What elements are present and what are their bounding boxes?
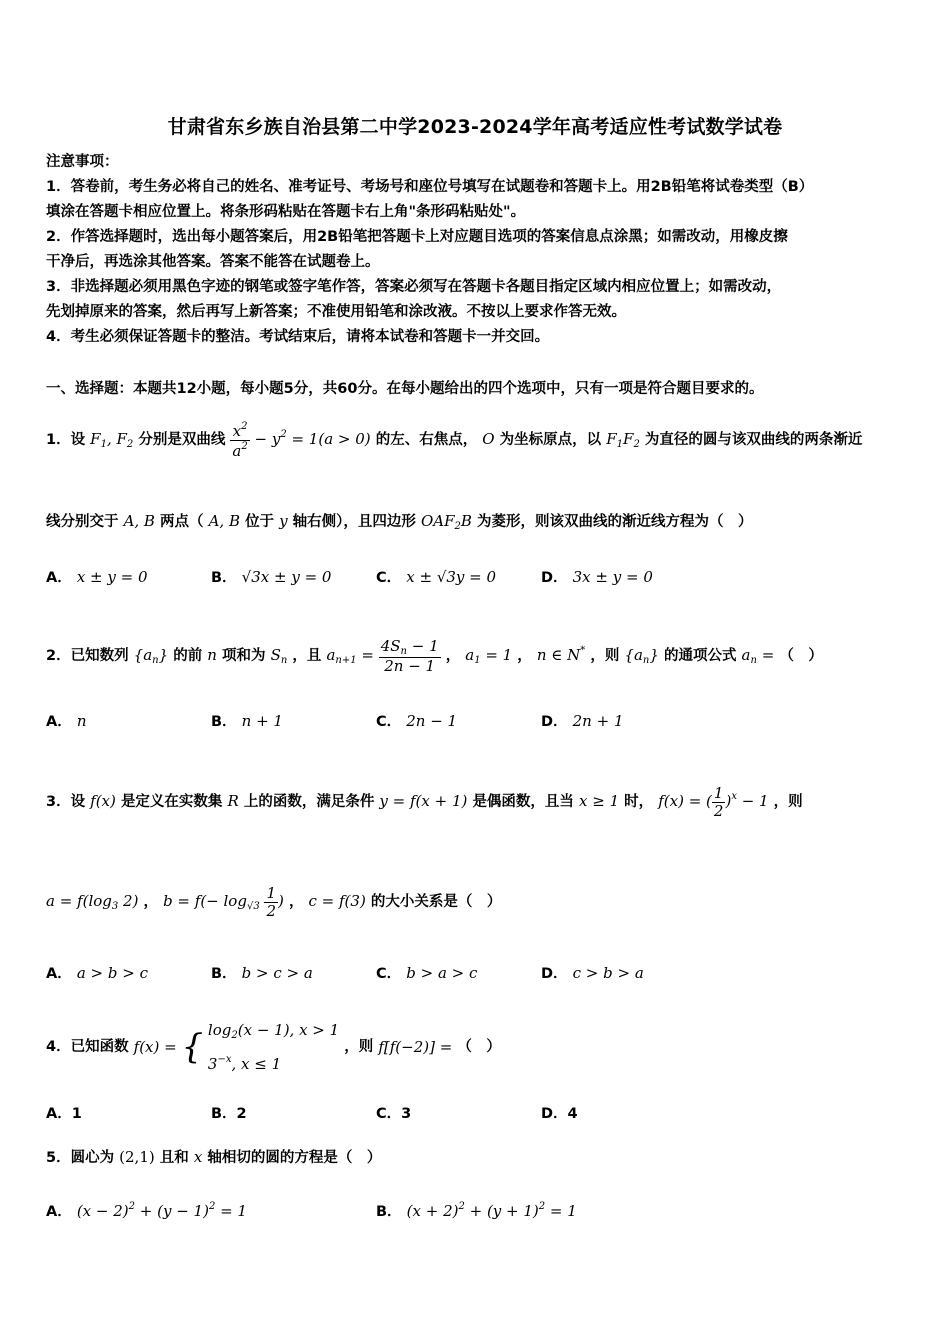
formula-r: R	[227, 792, 239, 810]
formula-o: O	[482, 430, 495, 448]
question-5: 5．圆心为 (2,1) 且和 x 轴相切的圆的方程是（ ）	[46, 1148, 382, 1166]
q1-option-b[interactable]: B． √3x ± y = 0	[211, 568, 332, 586]
formula-y: y	[279, 512, 288, 530]
q4-option-c[interactable]: C．3	[376, 1106, 412, 1122]
formula-n-in-n: n ∈ N*	[536, 645, 586, 664]
formula-oaf2b: $OAF_2B$	[420, 512, 472, 532]
q2-option-b[interactable]: B． n + 1	[211, 712, 283, 730]
q2-option-d[interactable]: D． 2n + 1	[541, 712, 624, 730]
section-heading: 一、选择题：本题共12小题，每小题5分，共60分。在每小题给出的四个选项中，只有一项是符合题目要求的。	[46, 381, 764, 397]
q5-option-a[interactable]: A． $(x - 2)^2 + (y - 1)^2 = 1$	[46, 1201, 247, 1220]
formula-ab-2: A, B	[208, 512, 240, 530]
formula-fx: f(x)	[90, 792, 116, 810]
q3-option-d[interactable]: D． c > b > a	[541, 964, 644, 982]
formula-x-axis: x	[193, 1148, 203, 1166]
q5-option-b[interactable]: B． $(x + 2)^2 + (y + 1)^2 = 1$	[376, 1201, 577, 1220]
q1-option-d[interactable]: D． 3x ± y = 0	[541, 568, 653, 586]
q4-option-b[interactable]: B．2	[211, 1106, 247, 1122]
notice-line-7: 4．考生必须保证答题卡的整洁。考试结束后，请将本试卷和答题卡一并交回。	[46, 329, 550, 345]
formula-ff-2: f[f(−2)] =	[378, 1038, 453, 1056]
notice-heading: 注意事项：	[46, 154, 119, 170]
question-1-line-2: 线分别交于 A, B 两点（ A, B 位于 y 轴右侧），且四边形 $OAF_2B$ 为菱形，则该双曲线的渐近线方程为（ ）	[46, 512, 753, 532]
formula-a1: $a_1 = 1$	[465, 646, 513, 666]
q2-option-a[interactable]: A． n	[46, 712, 87, 730]
notice-line-6: 先划掉原来的答案，然后再写上新答案；不准使用铅笔和涂改液。不按以上要求作答无效。	[46, 304, 626, 320]
q3-option-a[interactable]: A． a > b > c	[46, 964, 148, 982]
formula-ab: A, B	[123, 512, 155, 530]
q3-option-c[interactable]: C． b > a > c	[376, 964, 478, 982]
question-3-line-1: 3．设 f(x) 是定义在实数集 R 上的函数，满足条件 y = f(x + 1) 是偶函数，且当 x ≥ 1 时， f(x) = ( $\frac{1}{2}$ )$^x$ − 1 ，则	[46, 784, 803, 820]
notice-line-2: 填涂在答题卡相应位置上。将条形码粘贴在答题卡右上角"条形码粘贴处"。	[46, 204, 526, 220]
formula-an-eq: $a_n$ =	[741, 646, 775, 666]
notice-line-1: 1．答卷前，考生务必将自己的姓名、准考证号、考场号和座位号填写在试题卷和答题卡上。用2B铅笔将试卷类型（B）	[46, 179, 814, 195]
question-3-line-2: $a = f(\log_3$ 2) ， $b = f(- \log_{√3}$ $\frac{1}{2}$ ) ， c = f(3) 的大小关系是（ ）	[46, 884, 502, 920]
notice-line-3: 2．作答选择题时，选出每小题答案后，用2B铅笔把答题卡上对应题目选项的答案信息点涂黑；如需改动，用橡皮擦	[46, 229, 788, 245]
formula-recurrence: $a_{n+1}$ = $\frac{4S_n - 1}{2n - 1}$	[326, 636, 439, 675]
notice-line-5: 3．非选择题必须用黑色字迹的钢笔或签字笔作答，答案必须写在答题卡各题目指定区域内相应位置上；如需改动，	[46, 279, 782, 295]
q4-option-d[interactable]: D．4	[541, 1106, 578, 1122]
formula-f1f2: $F_1$, $F_2$	[90, 430, 134, 450]
notice-block	[46, 150, 813, 350]
formula-fx-def: f(x) = ( $\frac{1}{2}$ )$^x$ − 1	[658, 784, 769, 820]
formula-circle-b: $(x + 2)^2 + (y + 1)^2 = 1$	[406, 1201, 577, 1220]
formula-hyperbola: $\frac{x^2}{a^2}$ − $y^2 = 1(a > 0)$	[232, 421, 371, 460]
exam-title: 甘肃省东乡族自治县第二中学2023-2024学年高考适应性考试数学试卷	[167, 116, 783, 138]
formula-n: n	[207, 646, 217, 664]
question-4: 4．已知函数 f(x) = { $\log_2(x - 1)$, x > 1 $3^{-x}$, x ≤ 1 ，则 f[f(−2)] = （ ）	[46, 1018, 501, 1076]
formula-center: (2,1)	[119, 1148, 155, 1166]
q1-option-c[interactable]: C． x ± √3y = 0	[376, 568, 497, 586]
notice-line-4: 干净后，再选涂其他答案。答案不能答在试题卷上。	[46, 254, 380, 270]
question-2: 2．已知数列 $\{a_n\}$ 的前 n 项和为 $S_n$ ，且 $a_{n+1}$ = $\frac{4S_n - 1}{2n - 1}$ ， $a_1 = 1$ ， n ∈ N* ，则 $\{a_n\}$ 的通项公式 $a_n$ = （ ）	[46, 636, 823, 675]
formula-seq-an: $\{a_n\}$	[133, 646, 169, 666]
q3-option-b[interactable]: B． b > c > a	[211, 964, 313, 982]
q4-option-a[interactable]: A．1	[46, 1106, 82, 1122]
formula-b-def: $b = f(- \log_{√3}$ $\frac{1}{2}$ )	[163, 884, 284, 920]
formula-seq-an-2: $\{a_n\}$	[624, 646, 659, 666]
formula-piecewise: f(x) = { $\log_2(x - 1)$, x > 1 $3^{-x}$, x ≤ 1	[133, 1021, 340, 1073]
q1-option-a[interactable]: A． x ± y = 0	[46, 568, 148, 586]
formula-f1f2-seg: $F_1F_2$	[606, 430, 640, 450]
question-1-line-1: 1．设 $F_1$, $F_2$ 分别是双曲线 $\frac{x^2}{a^2}$ − $y^2 = 1(a > 0)$ 的左、右焦点， O 为坐标原点，以 $F_1F_2$ 为直径的圆与该双曲线的两条渐近	[46, 421, 863, 460]
formula-c-def: c = f(3)	[308, 892, 366, 910]
formula-a-def: $a = f(\log_3$ 2)	[46, 892, 139, 912]
formula-y-fx1: y = f(x + 1)	[379, 792, 468, 810]
q2-option-c[interactable]: C． 2n − 1	[376, 712, 458, 730]
formula-sn: $S_n$	[270, 646, 288, 666]
formula-x-ge-1: x ≥ 1	[579, 792, 620, 810]
formula-circle-a: $(x - 2)^2 + (y - 1)^2 = 1$	[76, 1201, 247, 1220]
